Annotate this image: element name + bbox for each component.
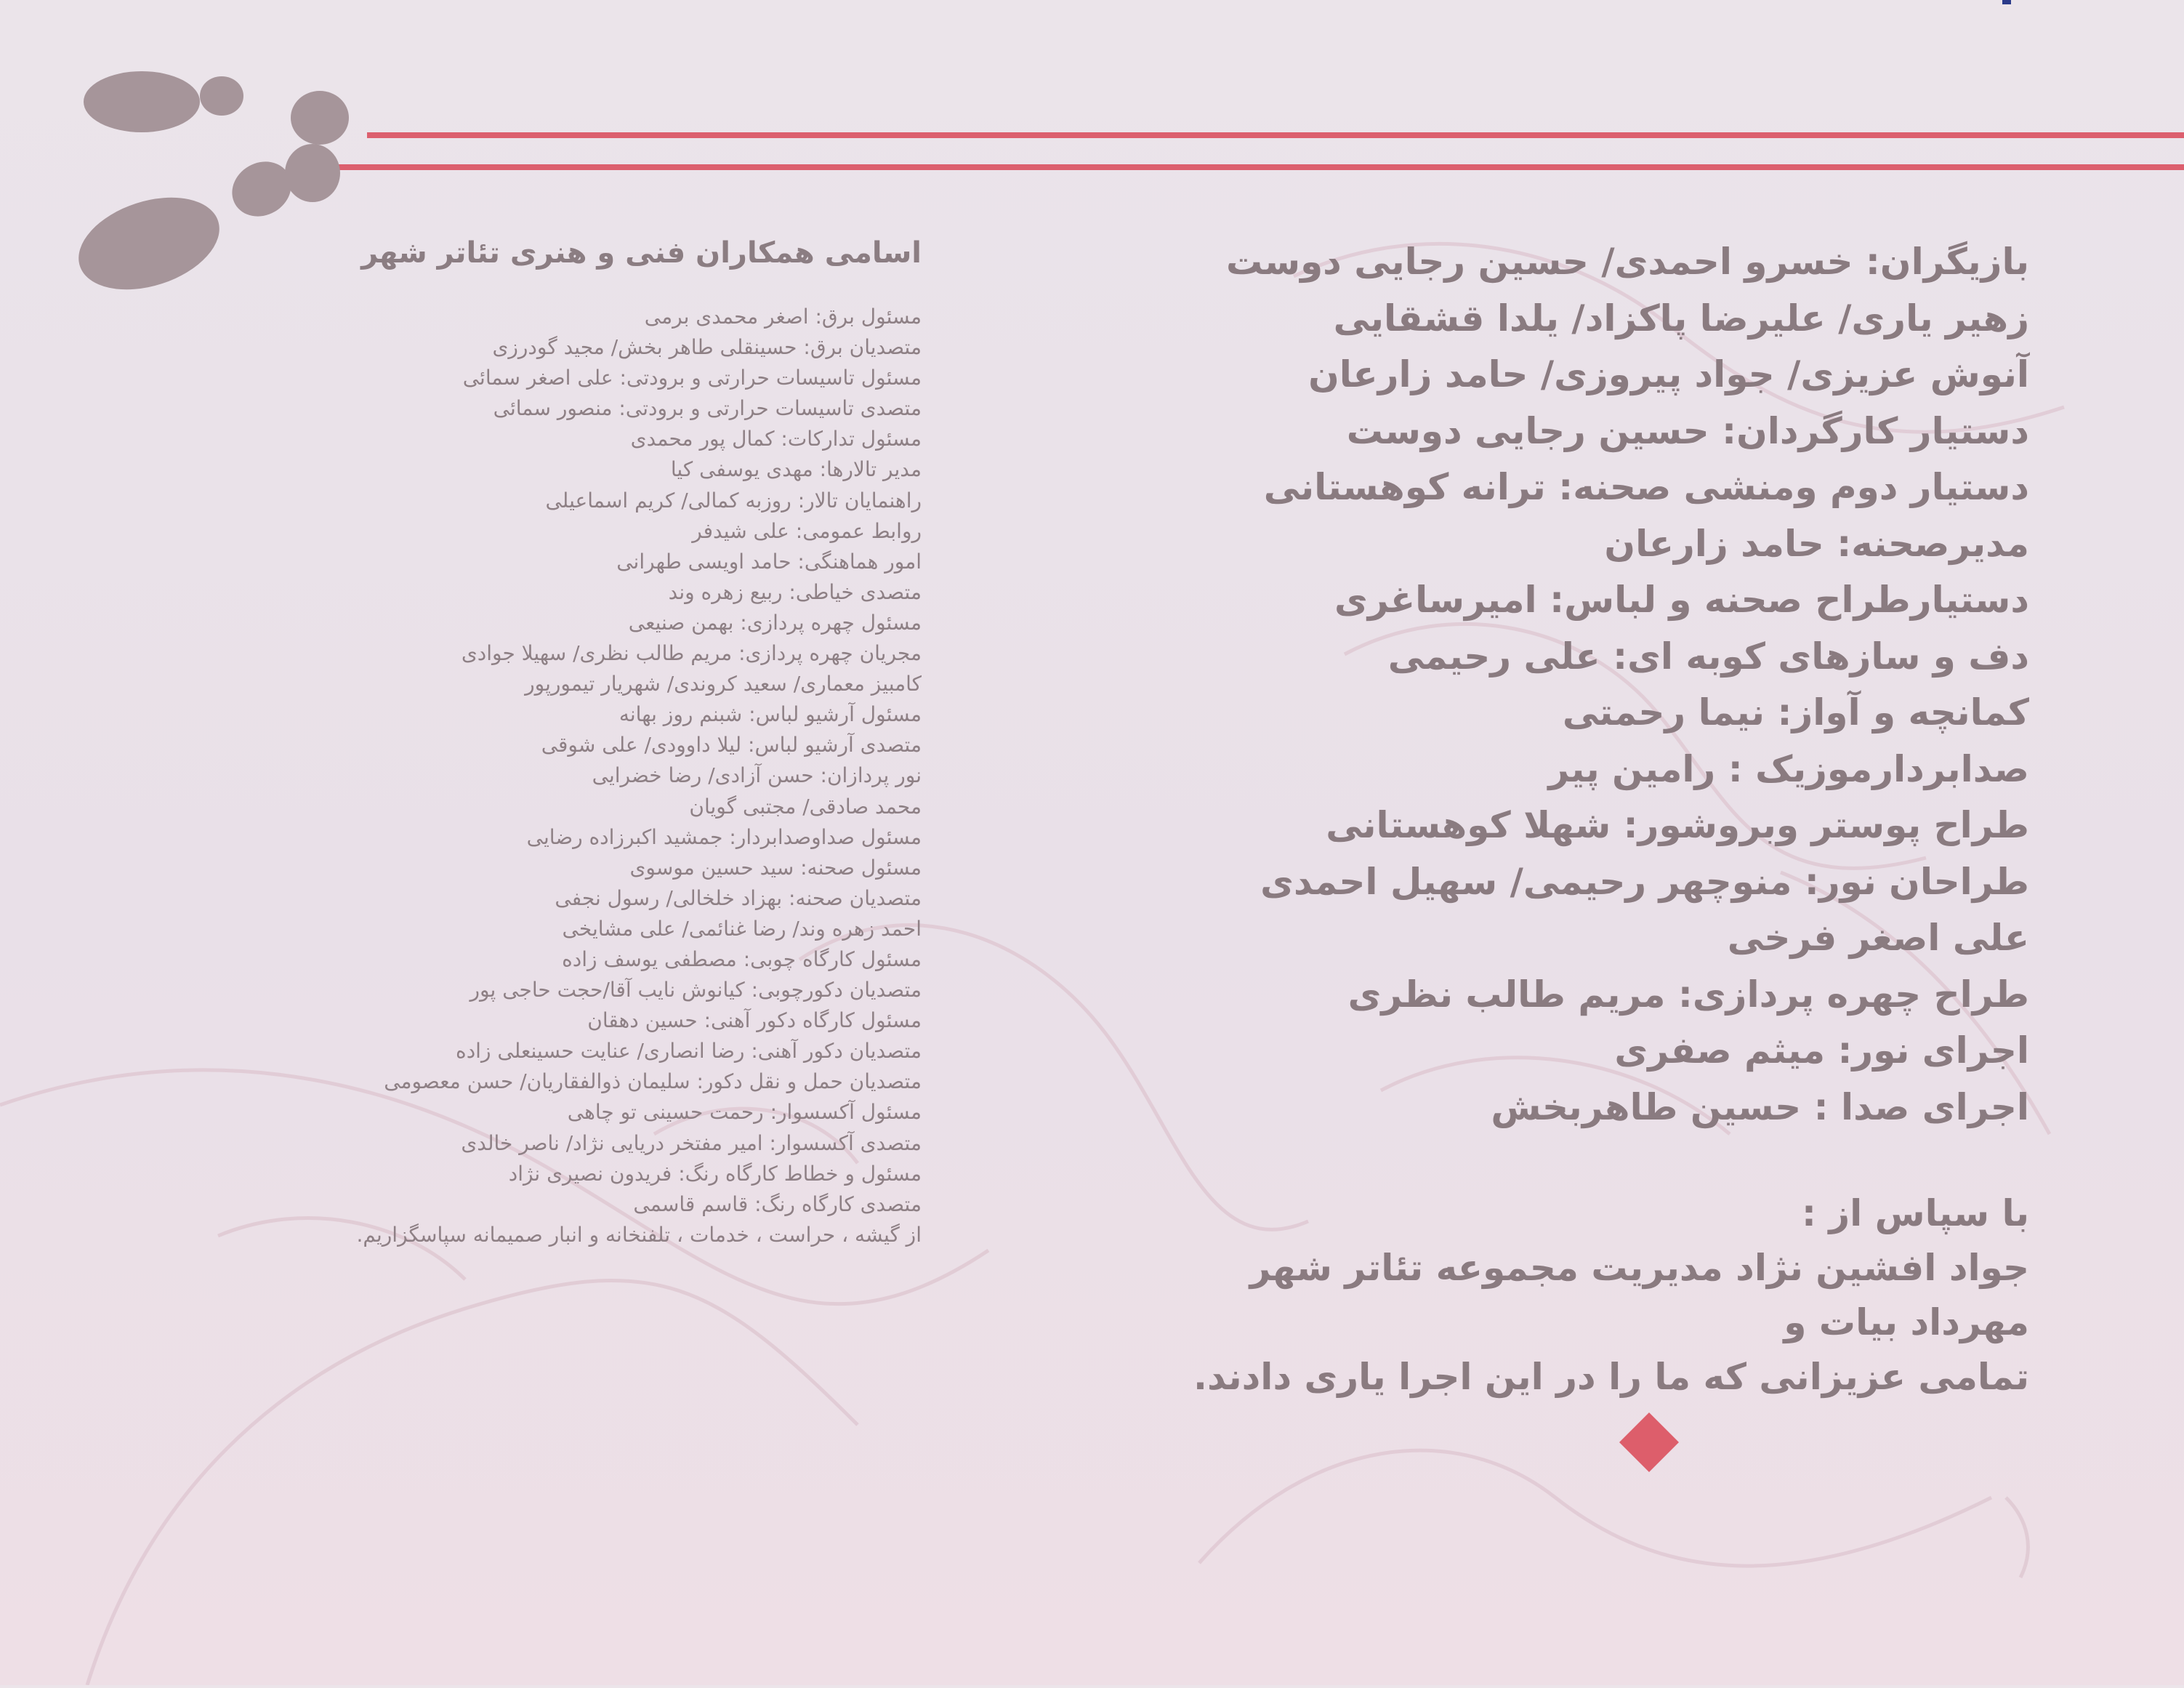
staff-heading: اسامی همکاران فنی و هنری تئاتر شهر: [361, 236, 922, 270]
credit-line: آنوش عزیزی/ جواد پیروزی/ حامد زارعان: [1308, 353, 2029, 395]
thanks-line: مهرداد بیات و: [1784, 1301, 2029, 1343]
credit-line: مدیرصحنه: حامد زارعان: [1604, 522, 2029, 565]
staff-item: مسئول برق: اصغر محمدی برمی: [644, 305, 922, 329]
credit-line: دستیار کارگردان: حسین رجایی دوست: [1346, 409, 2029, 452]
staff-item: محمد صادقی/ مجتبی گویان: [689, 794, 922, 819]
staff-item: متصدیان دکور آهنی: رضا انصاری/ عنایت حسینعلی زاده: [456, 1039, 922, 1064]
staff-item: مجریان چهره پردازی: مریم طالب نظری/ سهیلا جوادی: [461, 641, 922, 666]
credit-line: زهیر یاری/ علیرضا پاکزاد/ یلدا قشقایی: [1333, 297, 2029, 339]
credit-line: علی اصغر فرخی: [1727, 917, 2029, 959]
staff-item: مسئول صداوصدابردار: جمشید اکبرزاده رضایی: [526, 824, 922, 849]
staff-item: مسئول صحنه: سید حسین موسوی: [629, 855, 922, 880]
staff-item: متصدیان برق: حسینقلی طاهر بخش/ مجید گودرزی: [492, 335, 922, 360]
thanks-title: با سپاس از :: [1801, 1192, 2029, 1234]
staff-item: احمد زهره وند/ رضا غنائمی/ علی مشایخی: [562, 916, 922, 941]
shoe-prints-icon: [69, 58, 360, 291]
credits-list: [975, 234, 2029, 1136]
staff-item: مسئول چهره پردازی: بهمن صنیعی: [628, 610, 922, 635]
credit-line: دف و سازهای کوبه ای: علی رحیمی: [1387, 635, 2029, 678]
credit-line: اجرای نور: میثم صفری: [1614, 1029, 2029, 1072]
staff-item: مسئول کارگاه دکور آهنی: حسین دهقان: [587, 1008, 922, 1033]
staff-item: مسئول آرشیو لباس: شبنم روز بهانه: [618, 702, 922, 727]
corner-mark: [2002, 0, 2011, 4]
staff-item: از گیشه ، حراست ، خدمات ، تلفنخانه و انبار صمیمانه سپاسگزاریم.: [356, 1222, 922, 1247]
credit-line: طراح پوستر وبروشور: شهلا کوهستانی: [1326, 804, 2029, 846]
credit-line: طراح چهره پردازی: مریم طالب نظری: [1347, 973, 2029, 1016]
staff-item: متصدیان دکورچوبی: کیانوش نایب آقا/حجت حاجی پور: [470, 978, 922, 1002]
staff-item: متصدی آکسسوار: امیر مفتخر دریایی نژاد/ ناصر خالدی: [461, 1130, 922, 1155]
credit-line: دستیارطراح صحنه و لباس: امیرساغری: [1334, 579, 2029, 621]
credit-line: بازیگران: خسرو احمدی/ حسین رجایی دوست: [1225, 241, 2029, 283]
staff-item: مسئول و خطاط کارگاه رنگ: فریدون نصیری نژاد: [508, 1161, 922, 1186]
staff-item: راهنمایان تالار: روزبه کمالی/ کریم اسماعیلی: [545, 488, 922, 513]
thanks-line: تمامی عزیزانی که ما را در این اجرا یاری دادند.: [1193, 1356, 2029, 1398]
staff-item: مسئول تاسیسات حرارتی و برودتی: علی اصغر سمائی: [462, 366, 922, 390]
staff-item: امور هماهنگی: حامد اویسی طهرانی: [616, 549, 922, 574]
thanks-line: جواد افشین نژاد مدیریت مجموعه تئاتر شهر: [1249, 1247, 2029, 1289]
staff-item: روابط عمومی: علی شیدفر: [692, 518, 922, 543]
credit-line: دستیار دوم ومنشی صحنه: ترانه کوهستانی: [1263, 466, 2029, 508]
staff-item: متصدی تاسیسات حرارتی و برودتی: منصور سمائی: [493, 396, 922, 421]
credit-line: کمانچه و آواز: نیما رحمتی: [1562, 691, 2029, 734]
staff-item: نور پردازان: حسن آزادی/ رضا خضرایی: [592, 763, 922, 788]
staff-list: [195, 302, 922, 1250]
staff-item: متصدیان حمل و نقل دکور: سلیمان ذوالفقاریان/ حسن معصومی: [384, 1069, 922, 1094]
staff-item: مسئول کارگاه چوبی: مصطفی یوسف زاده: [562, 947, 922, 971]
staff-item: متصدی کارگاه رنگ: قاسم قاسمی: [633, 1191, 922, 1216]
credit-line: طراحان نور: منوچهر رحیمی/ سهیل احمدی: [1260, 860, 2029, 903]
staff-item: مسئول تدارکات: کمال پور محمدی: [630, 427, 922, 451]
thanks-block: [975, 1186, 2029, 1404]
staff-item: متصدی آرشیو لباس: لیلا داوودی/ علی شوقی: [541, 733, 922, 757]
staff-item: متصدیان صحنه: بهزاد خلخالی/ رسول نجفی: [555, 885, 922, 910]
staff-item: مسئول آکسسوار: رحمت حسینی تو چاهی: [567, 1100, 922, 1125]
top-rule: [367, 132, 2184, 138]
staff-item: مدیر تالارها: مهدی یوسفی کیا: [670, 457, 922, 482]
credit-line: صدابردارموزیک : رامین پیر: [1548, 747, 2029, 790]
credit-line: اجرای صدا : حسین طاهربخش: [1491, 1085, 2029, 1128]
bottom-rule: [327, 164, 2184, 170]
staff-item: کامبیز معماری/ سعید کروندی/ شهریار تیمورپور: [525, 672, 922, 696]
staff-item: متصدی خیاطی: ربیع زهره وند: [668, 579, 922, 604]
